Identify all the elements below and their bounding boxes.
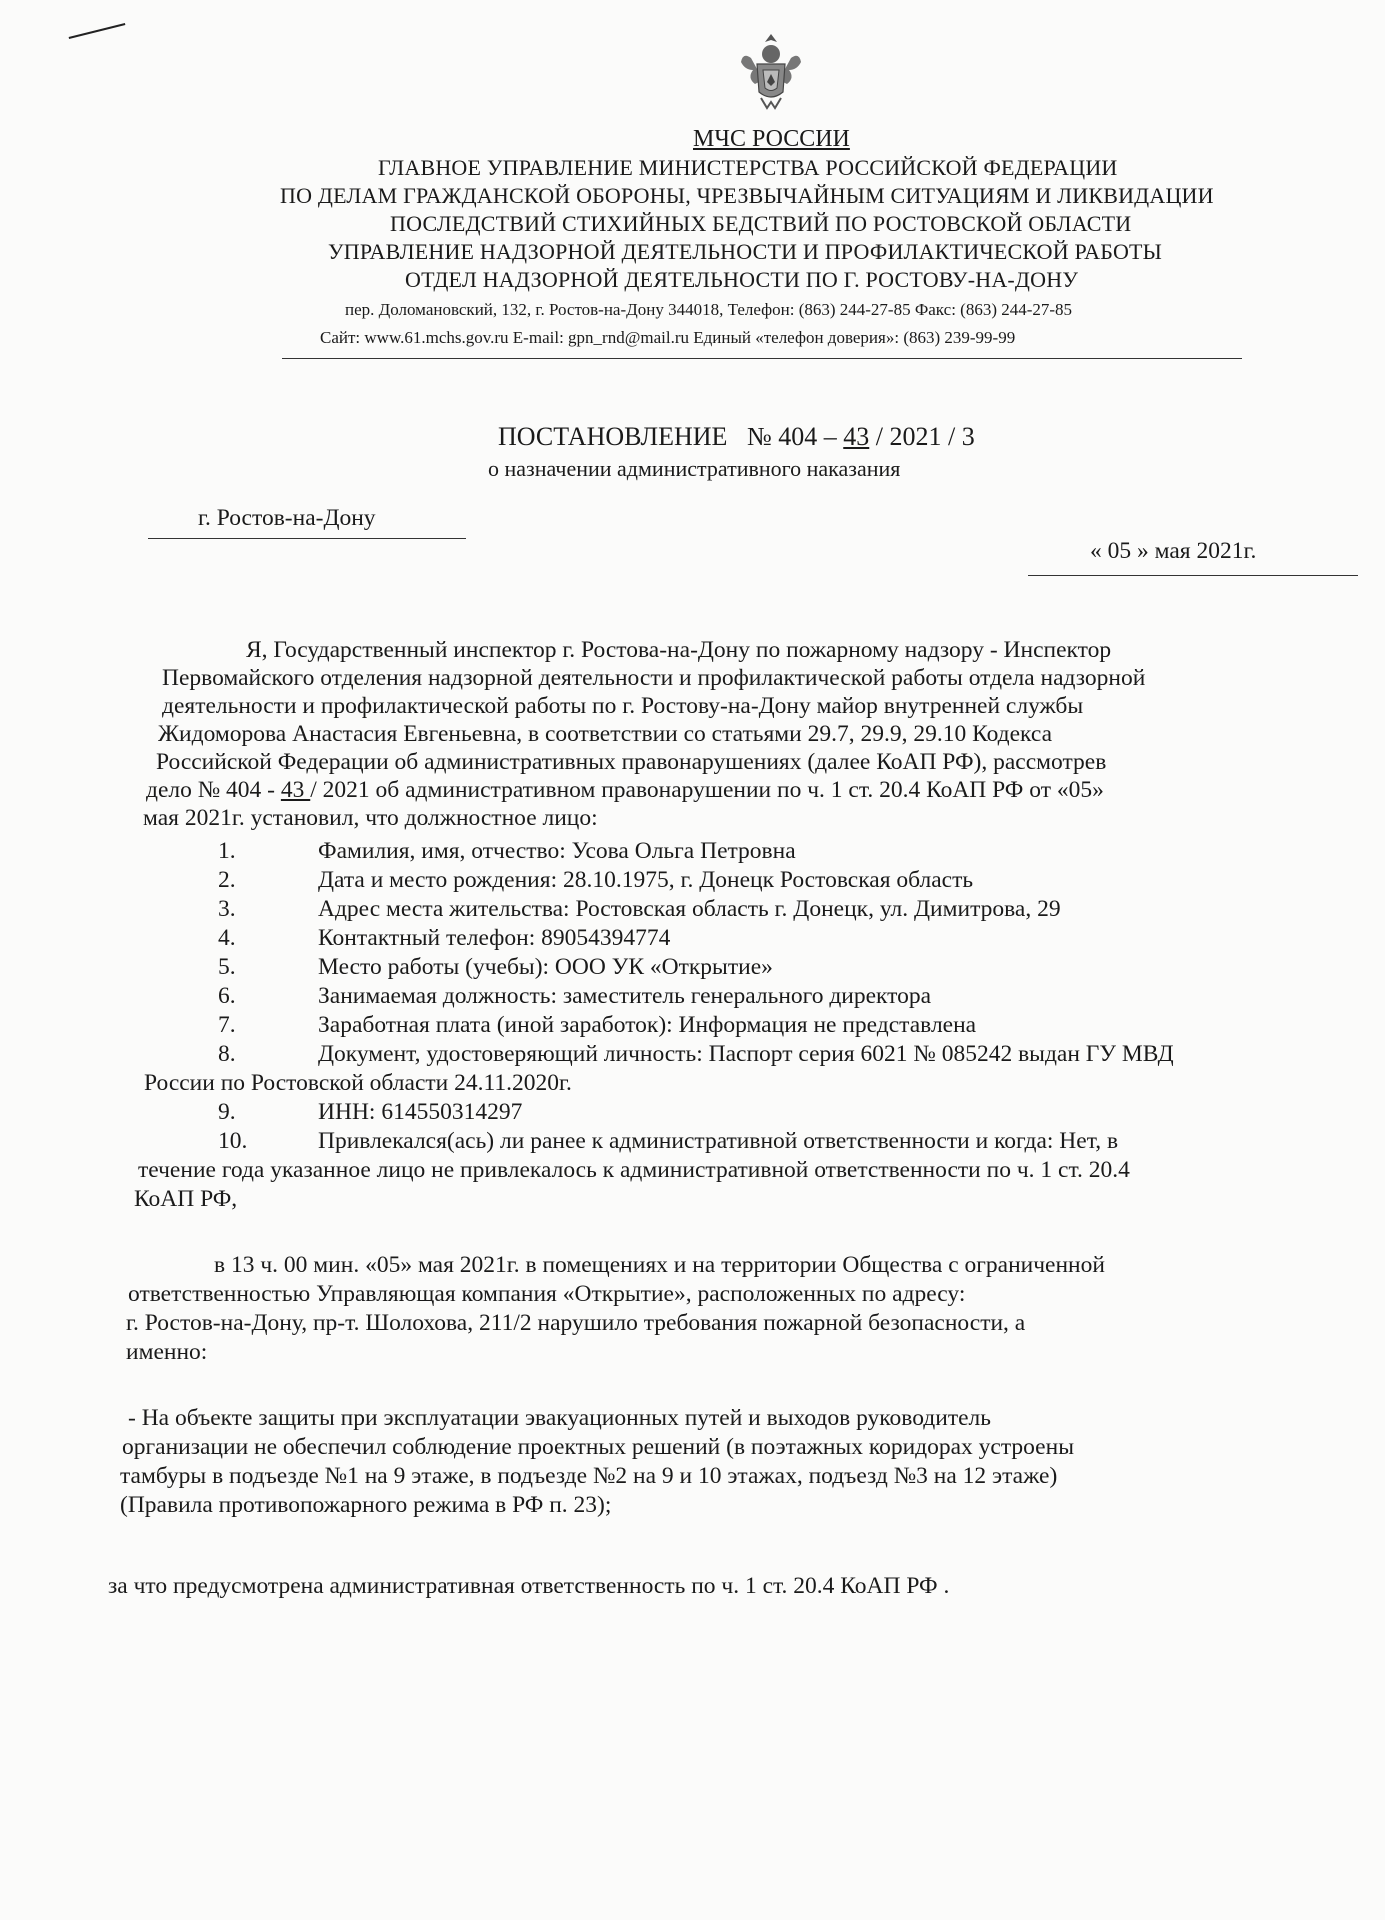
incident-line-1: в 13 ч. 00 мин. «05» мая 2021г. в помещениях и на территории Общества с ограниченной: [214, 1252, 1105, 1278]
list-item: 9. ИНН: 614550314297: [218, 1099, 523, 1125]
case-prefix: дело № 404 -: [146, 777, 281, 803]
document-title-label: ПОСТАНОВЛЕНИЕ: [498, 422, 728, 451]
header-line-3: ПОСЛЕДСТВИЙ СТИХИЙНЫХ БЕДСТВИЙ ПО РОСТОВСКОЙ ОБЛАСТИ: [390, 211, 1132, 236]
place: г. Ростов-на-Дону: [198, 505, 376, 531]
incident-line-2: ответственностью Управляющая компания «Открытие», расположенных по адресу:: [128, 1281, 966, 1307]
header-line-5: ОТДЕЛ НАДЗОРНОЙ ДЕЯТЕЛЬНОСТИ ПО Г. РОСТОВУ-НА-ДОНУ: [405, 267, 1079, 292]
case-number: 43: [280, 777, 311, 803]
list-item-10-continuation-1: течение года указанное лицо не привлекалось к административной ответственности по ч. 1 ст. 20.4: [138, 1157, 1130, 1183]
list-item: 3. Адрес места жительства: Ростовская область г. Донецк, ул. Димитрова, 29: [218, 896, 1061, 922]
header-line-2: ПО ДЕЛАМ ГРАЖДАНСКОЙ ОБОРОНЫ, ЧРЕЗВЫЧАЙНЫМ СИТУАЦИЯМ И ЛИКВИДАЦИИ: [280, 183, 1214, 208]
list-item-10-continuation-2: КоАП РФ,: [134, 1186, 238, 1212]
document-title: [498, 422, 975, 452]
intro-line-1: Я, Государственный инспектор г. Ростова-на-Дону по пожарному надзору - Инспектор: [246, 637, 1112, 663]
intro-line-4: Жидоморова Анастасия Евгеньевна, в соответствии со статьями 29.7, 29.9, 29.10 Кодекса: [158, 721, 1053, 747]
case-line: [146, 777, 1104, 804]
list-item: 10. Привлекался(ась) ли ранее к административной ответственности и когда: Нет, в: [218, 1128, 1119, 1154]
intro-end: мая 2021г. установил, что должностное лицо:: [143, 805, 598, 831]
document-number-suffix: / 2021 / 3: [869, 422, 975, 451]
date-underline: [1028, 575, 1358, 576]
list-item-8-continuation: России по Ростовской области 24.11.2020г.: [144, 1070, 572, 1096]
header-line-4: УПРАВЛЕНИЕ НАДЗОРНОЙ ДЕЯТЕЛЬНОСТИ И ПРОФИЛАКТИЧЕСКОЙ РАБОТЫ: [328, 239, 1163, 264]
conclusion: за что предусмотрена административная ответственность по ч. 1 ст. 20.4 КоАП РФ .: [108, 1573, 950, 1599]
list-item: 7. Заработная плата (иной заработок): Информация не представлена: [218, 1012, 977, 1038]
date: « 05 » мая 2021г.: [1090, 538, 1257, 564]
header-line-1: ГЛАВНОЕ УПРАВЛЕНИЕ МИНИСТЕРСТВА РОССИЙСКОЙ ФЕДЕРАЦИИ: [378, 155, 1118, 180]
document-subtitle: о назначении административного наказания: [488, 456, 901, 481]
case-suffix: / 2021 об административном правонарушении по ч. 1 ст. 20.4 КоАП РФ от «05»: [310, 777, 1104, 803]
intro-line-3: деятельности и профилактической работы по г. Ростову-на-Дону майор внутренней службы: [162, 693, 1084, 719]
violation-line-4: (Правила противопожарного режима в РФ п. 23);: [120, 1492, 612, 1518]
list-item: 6. Занимаемая должность: заместитель генерального директора: [218, 983, 932, 1009]
violation-line-2: организации не обеспечил соблюдение проектных решений (в поэтажных коридорах устроены: [122, 1434, 1074, 1460]
violation-line-3: тамбуры в подъезде №1 на 9 этаже, в подъезде №2 на 9 и 10 этажах, подъезд №3 на 12 этаже): [120, 1463, 1058, 1489]
list-item: 5. Место работы (учебы): ООО УК «Открытие»: [218, 954, 773, 980]
violation-line-1: - На объекте защиты при эксплуатации эвакуационных путей и выходов руководитель: [128, 1405, 991, 1431]
incident-line-3: г. Ростов-на-Дону, пр-т. Шолохова, 211/2 нарушило требования пожарной безопасности, а: [126, 1310, 1026, 1336]
address-line: пер. Доломановский, 132, г. Ростов-на-Дону 344018, Телефон: (863) 244-27-85 Факс: (863) 244-27-85: [345, 300, 1073, 319]
header-divider: [282, 358, 1242, 359]
list-item: 4. Контактный телефон: 89054394774: [218, 925, 671, 951]
list-item: 2. Дата и место рождения: 28.10.1975, г. Донецк Ростовская область: [218, 867, 974, 893]
document-number-mid: 43: [843, 422, 870, 451]
ministry-name: МЧС РОССИИ: [693, 126, 850, 152]
intro-line-5: Российской Федерации об административных правонарушениях (далее КоАП РФ), рассмотрев: [156, 749, 1107, 775]
emchs-emblem-icon: [737, 30, 805, 114]
intro-line-2: Первомайского отделения надзорной деятельности и профилактической работы отдела надзорной: [162, 665, 1146, 691]
incident-line-4: именно:: [126, 1339, 208, 1365]
document-number-prefix: № 404 –: [746, 422, 844, 451]
list-item: 1. Фамилия, имя, отчество: Усова Ольга Петровна: [218, 838, 796, 864]
place-underline: [148, 538, 466, 539]
pen-mark: [69, 23, 126, 39]
contacts-line: Сайт: www.61.mchs.gov.ru E-mail: gpn_rnd@mail.ru Единый «телефон доверия»: (863) 239-99-99: [320, 328, 1016, 347]
list-item: 8. Документ, удостоверяющий личность: Паспорт серия 6021 № 085242 выдан ГУ МВД: [218, 1041, 1174, 1067]
